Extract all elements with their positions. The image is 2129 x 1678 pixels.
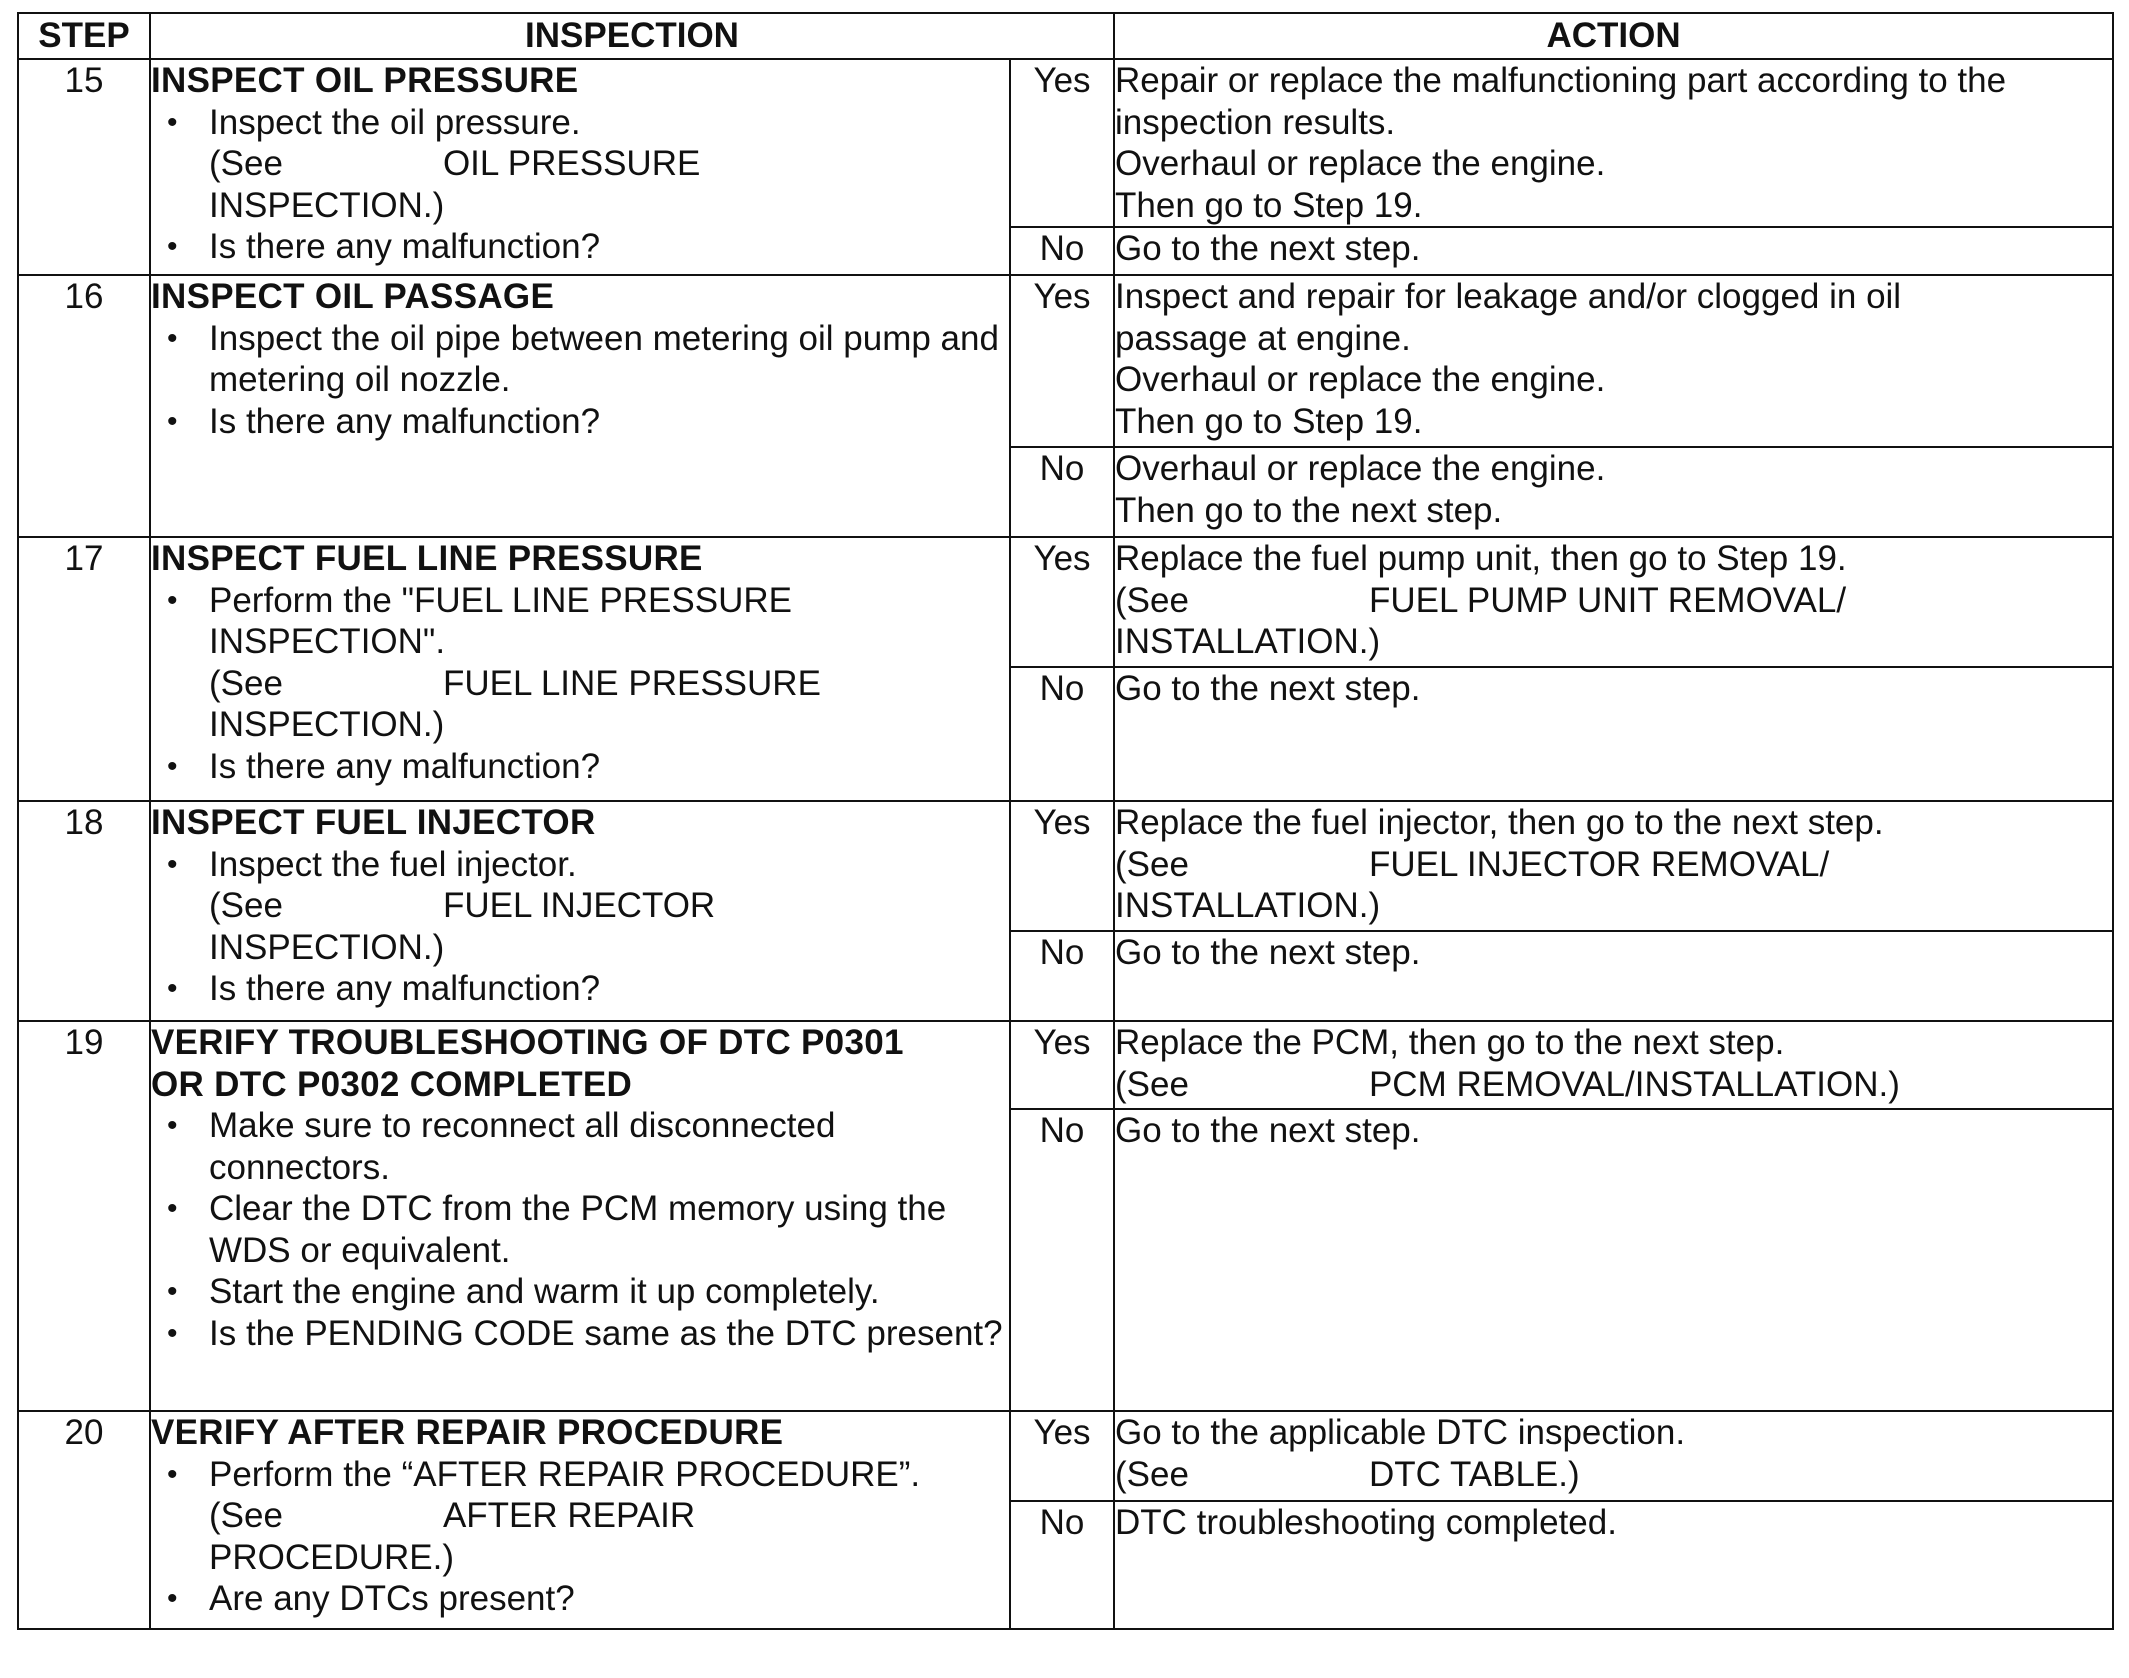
step-number: 18 [18,801,150,1021]
no-action [1114,1501,2113,1629]
action-line: Then go to Step 19. [1115,401,1423,441]
bullet-text: Make sure to reconnect all disconnected connectors. [209,1106,836,1187]
header-step: STEP [18,13,150,59]
bullet-text: Start the engine and warm it up completely. [209,1272,880,1311]
no-label: No [1010,447,1114,537]
no-action [1114,931,2113,1021]
header-inspection: INSPECTION [150,13,1114,59]
action-line: Go to the applicable DTC inspection. [1115,1413,1686,1452]
yes-action [1114,59,2113,227]
see-reference [209,663,1009,705]
bullet-list [151,1105,1009,1354]
no-label: No [1010,1109,1114,1411]
action-line: Go to the next step. [1115,669,1421,708]
see-reference-cont: INSPECTION.) [209,927,445,967]
see-prefix: (See [1115,844,1189,884]
inspection-cell [150,1021,1010,1411]
no-action [1114,1109,2113,1411]
bullet-text: Is there any malfunction? [209,746,601,786]
see-prefix: (See [209,663,283,703]
action-line: Go to the next step. [1115,933,1421,972]
action-line: Then go to Step 19. [1115,185,1423,225]
action-line: Go to the next step. [1115,1111,1421,1150]
inspection-title: INSPECT OIL PRESSURE [151,61,579,100]
inspection-title: INSPECT OIL PASSAGE [151,277,555,316]
header-row [18,13,2113,59]
inspection-title: VERIFY AFTER REPAIR PROCEDURE [151,1413,784,1452]
bullet-item [151,844,1009,969]
inspection-cell [150,537,1010,801]
bullet-text: Perform the "FUEL LINE PRESSURE INSPECTION". [209,580,792,661]
see-reference [1115,1064,2112,1106]
inspection-title: INSPECT FUEL LINE PRESSURE [151,539,703,578]
bullet-text: Is the PENDING CODE same as the DTC present? [209,1313,1003,1353]
see-reference-cont: INSTALLATION.) [1115,886,1381,925]
see-reference-cont: INSPECTION.) [209,705,445,744]
yes-label: Yes [1010,1021,1114,1109]
bullet-text: Inspect the oil pipe between metering oil pump and metering oil nozzle. [209,318,999,399]
step-number: 16 [18,275,150,537]
action-line: Inspect and repair for leakage and/or clogged in oil [1115,277,1902,316]
see-ref: FUEL INJECTOR REMOVAL/ [1368,844,1830,884]
table-row [18,275,2113,447]
table-row [18,801,2113,931]
action-line: Replace the fuel pump unit, then go to Step 19. [1115,539,1847,578]
bullet-item [151,746,1009,788]
bullet-item [151,1454,1009,1579]
bullet-list [151,844,1009,1010]
see-prefix: (See [1115,1454,1189,1494]
see-reference-cont: INSPECTION.) [209,185,445,225]
no-label: No [1010,1501,1114,1629]
action-line: Overhaul or replace the engine. [1115,144,1606,183]
bullet-text: Inspect the fuel injector. [209,844,577,884]
bullet-item [151,226,1009,268]
see-ref: FUEL INJECTOR [442,886,716,925]
table-row [18,1021,2113,1109]
see-ref: OIL PRESSURE [442,144,701,183]
bullet-text: Perform the “AFTER REPAIR PROCEDURE”. [209,1454,921,1494]
bullet-text: Is there any malfunction? [209,227,601,266]
see-reference [209,885,1009,927]
no-label: No [1010,227,1114,275]
see-reference [1115,844,2112,886]
see-prefix: (See [209,144,283,183]
see-ref: AFTER REPAIR [442,1496,696,1535]
no-action [1114,667,2113,801]
yes-label: Yes [1010,1411,1114,1501]
action-line: passage at engine. [1115,318,1411,358]
inspection-cell [150,275,1010,537]
bullet-item [151,1105,1009,1188]
action-line: DTC troubleshooting completed. [1115,1503,1617,1542]
step-number: 20 [18,1411,150,1629]
see-reference [209,143,1009,185]
see-ref: DTC TABLE.) [1368,1454,1580,1494]
action-line: Replace the PCM, then go to the next step. [1115,1023,1785,1062]
see-ref: PCM REMOVAL/INSTALLATION.) [1368,1064,1900,1104]
action-line: Repair or replace the malfunctioning part according to the [1115,61,2007,100]
bullet-item [151,580,1009,746]
bullet-text: Inspect the oil pressure. [209,102,581,142]
see-prefix: (See [1115,580,1189,620]
bullet-text: Is there any malfunction? [209,401,601,441]
bullet-text: Are any DTCs present? [209,1579,575,1618]
step-number: 19 [18,1021,150,1411]
table-row [18,1411,2113,1501]
see-prefix: (See [209,1496,283,1535]
no-label: No [1010,931,1114,1021]
inspection-title: VERIFY TROUBLESHOOTING OF DTC P0301 [151,1023,904,1062]
bullet-item [151,1578,1009,1620]
inspection-cell [150,801,1010,1021]
bullet-item [151,1188,1009,1271]
no-action [1114,447,2113,537]
bullet-item [151,968,1009,1010]
action-line: Replace the fuel injector, then go to the next step. [1115,803,1884,842]
step-number: 17 [18,537,150,801]
action-line: inspection results. [1115,102,1396,142]
bullet-item [151,102,1009,227]
bullet-item [151,1271,1009,1313]
action-line: Go to the next step. [1115,229,1421,268]
table-row [18,537,2113,667]
header-action: ACTION [1114,13,2113,59]
inspection-cell [150,59,1010,275]
action-line: Then go to the next step. [1115,490,1503,530]
bullet-list [151,1454,1009,1620]
see-reference [1115,580,2112,622]
yes-action [1114,1411,2113,1501]
bullet-item [151,318,1009,401]
see-reference-cont: INSTALLATION.) [1115,622,1381,661]
yes-label: Yes [1010,537,1114,667]
table-row [18,59,2113,227]
yes-label: Yes [1010,275,1114,447]
no-label: No [1010,667,1114,801]
troubleshooting-table [17,12,2114,1630]
see-prefix: (See [1115,1064,1189,1104]
yes-label: Yes [1010,59,1114,227]
bullet-text: Is there any malfunction? [209,969,601,1008]
see-ref: FUEL LINE PRESSURE [442,663,821,703]
yes-label: Yes [1010,801,1114,931]
step-number: 15 [18,59,150,275]
no-action [1114,227,2113,275]
action-line: Overhaul or replace the engine. [1115,360,1606,399]
yes-action [1114,801,2113,931]
see-reference-cont: PROCEDURE.) [209,1537,455,1577]
inspection-cell [150,1411,1010,1629]
see-prefix: (See [209,886,283,925]
see-reference [209,1495,1009,1537]
see-reference [1115,1454,2112,1496]
inspection-title: INSPECT FUEL INJECTOR [151,803,596,842]
yes-action [1114,1021,2113,1109]
inspection-title-cont: OR DTC P0302 COMPLETED [151,1064,633,1104]
bullet-list [151,580,1009,788]
bullet-list [151,102,1009,268]
action-line: Overhaul or replace the engine. [1115,449,1606,488]
bullet-text: Clear the DTC from the PCM memory using the WDS or equivalent. [209,1189,947,1270]
yes-action [1114,537,2113,667]
see-ref: FUEL PUMP UNIT REMOVAL/ [1368,580,1847,620]
yes-action [1114,275,2113,447]
bullet-list [151,318,1009,443]
bullet-item [151,401,1009,443]
bullet-item [151,1313,1009,1355]
